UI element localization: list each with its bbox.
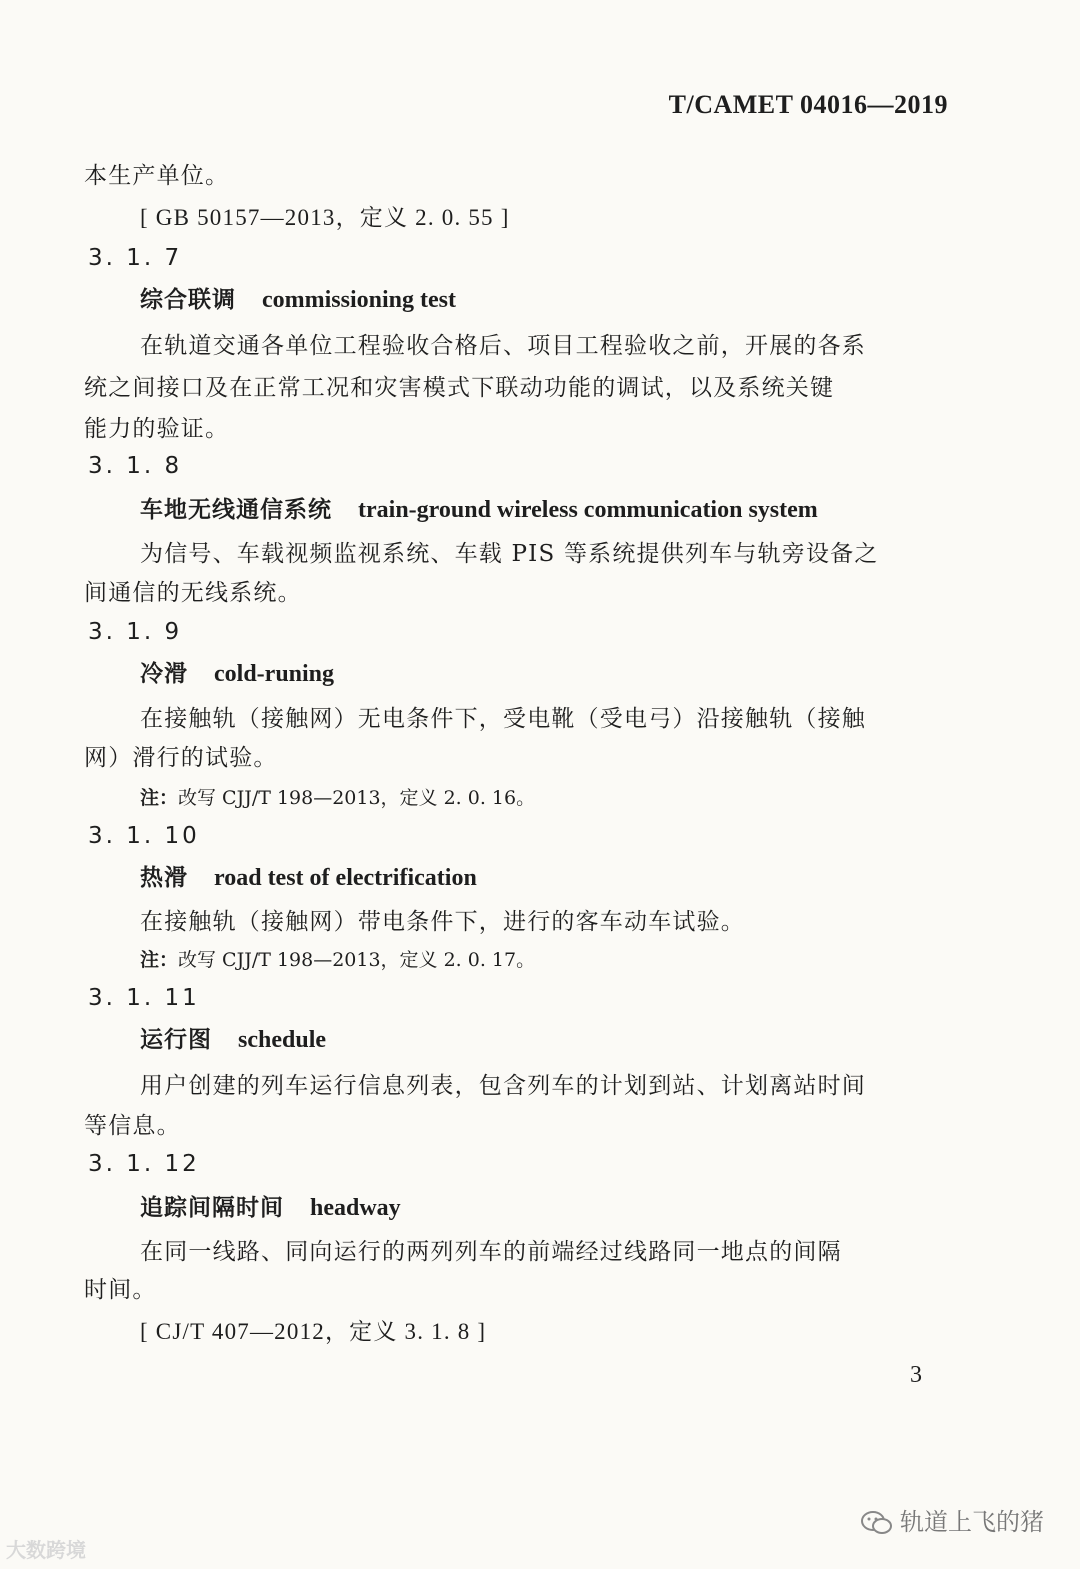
term xyxy=(140,280,456,320)
note xyxy=(140,942,535,978)
clause-number: 3. 1. 7 xyxy=(88,245,183,271)
term-zh: 运行图 xyxy=(140,1026,212,1053)
term-zh: 综合联调 xyxy=(140,286,236,313)
term-en: schedule xyxy=(238,1027,327,1053)
term-en: cold-runing xyxy=(214,661,335,687)
definition-line: 在同一线路、同向运行的两列列车的前端经过线路同一地点的间隔 xyxy=(140,1239,842,1265)
definition-line: 在接触轨（接触网）带电条件下，进行的客车动车试验。 xyxy=(140,909,745,935)
term xyxy=(140,858,477,898)
watermark-left-text: 大数跨境 xyxy=(6,1538,86,1562)
clause-number: 3. 1. 10 xyxy=(88,823,200,849)
term xyxy=(140,490,818,530)
watermark-right-text: 轨道上飞的猪 xyxy=(900,1508,1044,1536)
note-text: 改写 CJJ/T 198—2013，定义 2. 0. 16。 xyxy=(178,787,536,809)
reference: [ CJ/T 407—2012，定义 3. 1. 8 ] xyxy=(140,1319,487,1344)
clause-number: 3. 1. 12 xyxy=(88,1151,200,1177)
term xyxy=(140,1188,401,1228)
term xyxy=(140,654,334,694)
definition-line: 间通信的无线系统。 xyxy=(84,580,302,606)
note-label: 注： xyxy=(140,787,179,809)
note-text: 改写 CJJ/T 198—2013，定义 2. 0. 17。 xyxy=(178,949,536,971)
page-number: 3 xyxy=(910,1362,922,1388)
standard-code: T/CAMET 04016—2019 xyxy=(668,90,948,119)
clause-number: 3. 1. 11 xyxy=(88,985,200,1011)
clause-number: 3. 1. 8 xyxy=(88,453,183,479)
wechat-icon xyxy=(860,1509,894,1537)
note-label: 注： xyxy=(140,949,179,971)
definition-line: 用户创建的列车运行信息列表，包含列车的计划到站、计划离站时间 xyxy=(140,1073,866,1099)
definition-line: 为信号、车载视频监视系统、车载 PIS 等系统提供列车与轨旁设备之 xyxy=(140,541,879,567)
continuation-text: 本生产单位。 xyxy=(84,163,230,189)
definition-line: 能力的验证。 xyxy=(84,416,230,442)
definition-line: 网）滑行的试验。 xyxy=(84,745,278,771)
reference: [ GB 50157—2013，定义 2. 0. 55 ] xyxy=(140,205,510,230)
term-zh: 追踪间隔时间 xyxy=(140,1194,284,1221)
term-en: headway xyxy=(310,1195,401,1221)
term-zh: 热滑 xyxy=(140,864,188,891)
definition-line: 统之间接口及在正常工况和灾害模式下联动功能的调试，以及系统关键 xyxy=(84,375,835,401)
term-en: commissioning test xyxy=(262,287,456,313)
term-en: road test of electrification xyxy=(214,865,477,891)
term-en: train-ground wireless communication system xyxy=(358,497,818,523)
watermark-left xyxy=(6,1534,86,1563)
note xyxy=(140,780,535,816)
clause-number: 3. 1. 9 xyxy=(88,619,183,645)
definition-line: 时间。 xyxy=(84,1277,157,1303)
definition-line: 在轨道交通各单位工程验收合格后、项目工程验收之前，开展的各系 xyxy=(140,333,866,359)
term-zh: 车地无线通信系统 xyxy=(140,496,332,523)
term xyxy=(140,1020,326,1060)
definition-line: 等信息。 xyxy=(84,1113,181,1139)
watermark-right xyxy=(860,1502,1044,1537)
term-zh: 冷滑 xyxy=(140,660,188,687)
definition-line: 在接触轨（接触网）无电条件下，受电靴（受电弓）沿接触轨（接触 xyxy=(140,706,866,732)
